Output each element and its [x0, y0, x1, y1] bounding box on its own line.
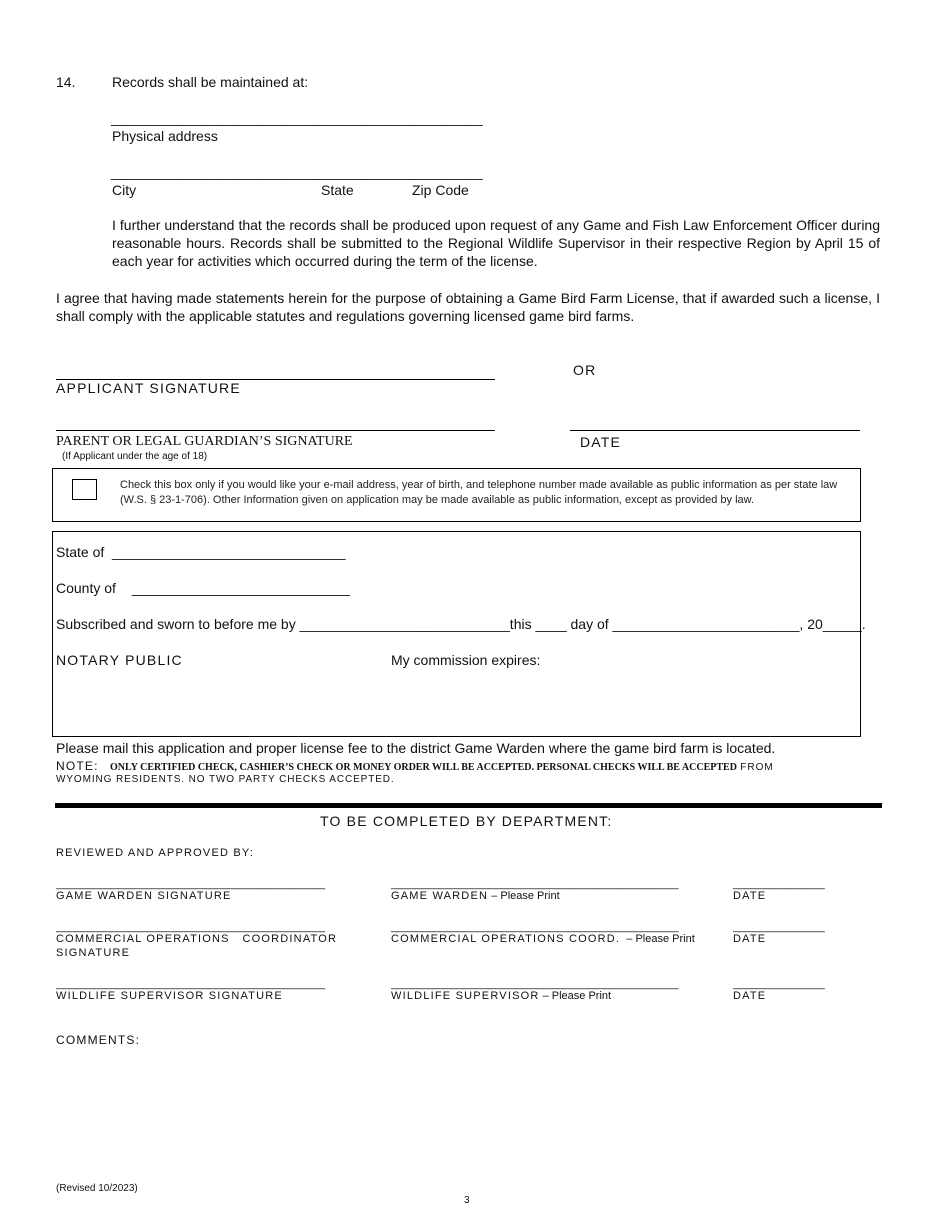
wildlife-supervisor-signature-field[interactable]: ____________________________________________	[56, 978, 326, 990]
notary-county-label: County of	[56, 580, 116, 596]
department-title: TO BE COMPLETED BY DEPARTMENT:	[320, 813, 613, 829]
wildlife-supervisor-date-label: DATE	[733, 990, 767, 1002]
city-state-zip-field[interactable]: ______________________________________________	[111, 164, 483, 180]
or-label: OR	[573, 362, 597, 378]
game-warden-signature-label: GAME WARDEN SIGNATURE	[56, 890, 232, 902]
physical-address-field[interactable]: ______________________________________________	[111, 110, 483, 126]
coordinator-signature-field[interactable]: ____________________________________________	[56, 921, 326, 933]
applicant-signature-label: APPLICANT SIGNATURE	[56, 380, 241, 396]
note-label: NOTE:	[56, 759, 99, 773]
commission-expires-label: My commission expires:	[391, 652, 541, 668]
records-heading: Records shall be maintained at:	[112, 74, 309, 90]
game-warden-date-label: DATE	[733, 890, 767, 902]
public-info-box	[52, 468, 861, 522]
wildlife-supervisor-date-field[interactable]: _______________	[733, 978, 825, 990]
subscribed-sworn-line[interactable]: Subscribed and sworn to before me by ___________________________this ____ day of ________________________, 20_____.	[56, 616, 866, 632]
mailing-instruction: Please mail this application and proper license fee to the district Game Warden where the game bird farm is located.	[56, 740, 776, 756]
notary-county-field[interactable]: ____________________________	[132, 580, 351, 596]
public-info-checkbox[interactable]	[72, 479, 97, 500]
coordinator-signature-label: COMMERCIAL OPERATIONS COORDINATOR	[56, 933, 338, 945]
wildlife-supervisor-signature-label: WILDLIFE SUPERVISOR SIGNATURE	[56, 990, 283, 1002]
date-label: DATE	[580, 434, 622, 450]
section-divider	[55, 803, 882, 808]
coordinator-date-label: DATE	[733, 933, 767, 945]
state-label: State	[321, 182, 354, 198]
notary-public-label: NOTARY PUBLIC	[56, 652, 183, 668]
coordinator-signature-label-2: SIGNATURE	[56, 947, 131, 959]
date-line[interactable]	[570, 430, 860, 431]
page-number: 3	[464, 1195, 470, 1206]
game-warden-print-field[interactable]: _______________________________________________	[391, 878, 679, 890]
guardian-signature-line[interactable]	[56, 430, 495, 431]
physical-address-label: Physical address	[112, 128, 218, 144]
reviewed-approved-label: REVIEWED AND APPROVED BY:	[56, 847, 255, 859]
game-warden-print-label: GAME WARDEN – Please Print	[391, 890, 560, 902]
note-bold-text: ONLY CERTIFIED CHECK, CASHIER’S CHECK OR MONEY ORDER WILL BE ACCEPTED. PERSONAL CHECKS WILL BE ACCEPTED	[110, 762, 737, 773]
records-paragraph: I further understand that the records shall be produced upon request of any Game and Fish Law Enforcement Officer during reasonable hours. Records shall be submitted to the Regional Wildlife Supervisor in their respective Region by April 15 of each year for activities which occurred during the term of the license.	[112, 217, 880, 269]
coordinator-date-field[interactable]: _______________	[733, 921, 825, 933]
note-rest-text: FROM	[740, 762, 774, 773]
notary-state-label: State of	[56, 544, 105, 560]
coordinator-print-field[interactable]: _______________________________________________	[391, 921, 679, 933]
zip-code-label: Zip Code	[412, 182, 469, 198]
city-label: City	[112, 182, 137, 198]
revision-date: (Revised 10/2023)	[56, 1183, 138, 1194]
mailing-note	[56, 759, 774, 773]
coordinator-print-label: COMMERCIAL OPERATIONS COORD. – Please Print	[391, 933, 695, 945]
agreement-paragraph: I agree that having made statements herein for the purpose of obtaining a Game Bird Farm License, that if awarded such a license, I shall comply with the applicable statutes and regulations governing licensed game bird farms.	[56, 290, 880, 324]
game-warden-signature-field[interactable]: ____________________________________________	[56, 878, 326, 890]
item-number: 14.	[56, 74, 76, 90]
game-warden-date-field[interactable]: _______________	[733, 878, 825, 890]
wildlife-supervisor-print-field[interactable]: _______________________________________________	[391, 978, 679, 990]
comments-label: COMMENTS:	[56, 1033, 141, 1047]
notary-box	[52, 531, 861, 737]
wildlife-supervisor-print-label: WILDLIFE SUPERVISOR – Please Print	[391, 990, 612, 1002]
guardian-age-note: (If Applicant under the age of 18)	[62, 451, 208, 462]
guardian-signature-label: PARENT OR LEGAL GUARDIAN’S SIGNATURE	[56, 434, 353, 449]
mailing-note-line2: WYOMING RESIDENTS. NO TWO PARTY CHECKS ACCEPTED.	[56, 774, 395, 785]
public-info-text: Check this box only if you would like your e-mail address, year of birth, and telephone number made available as public information as per state law (W.S. § 23-1-706). Other Information given on application may be made available as public information, except as provided by law.	[120, 479, 838, 506]
notary-state-field[interactable]: ______________________________	[112, 544, 346, 560]
